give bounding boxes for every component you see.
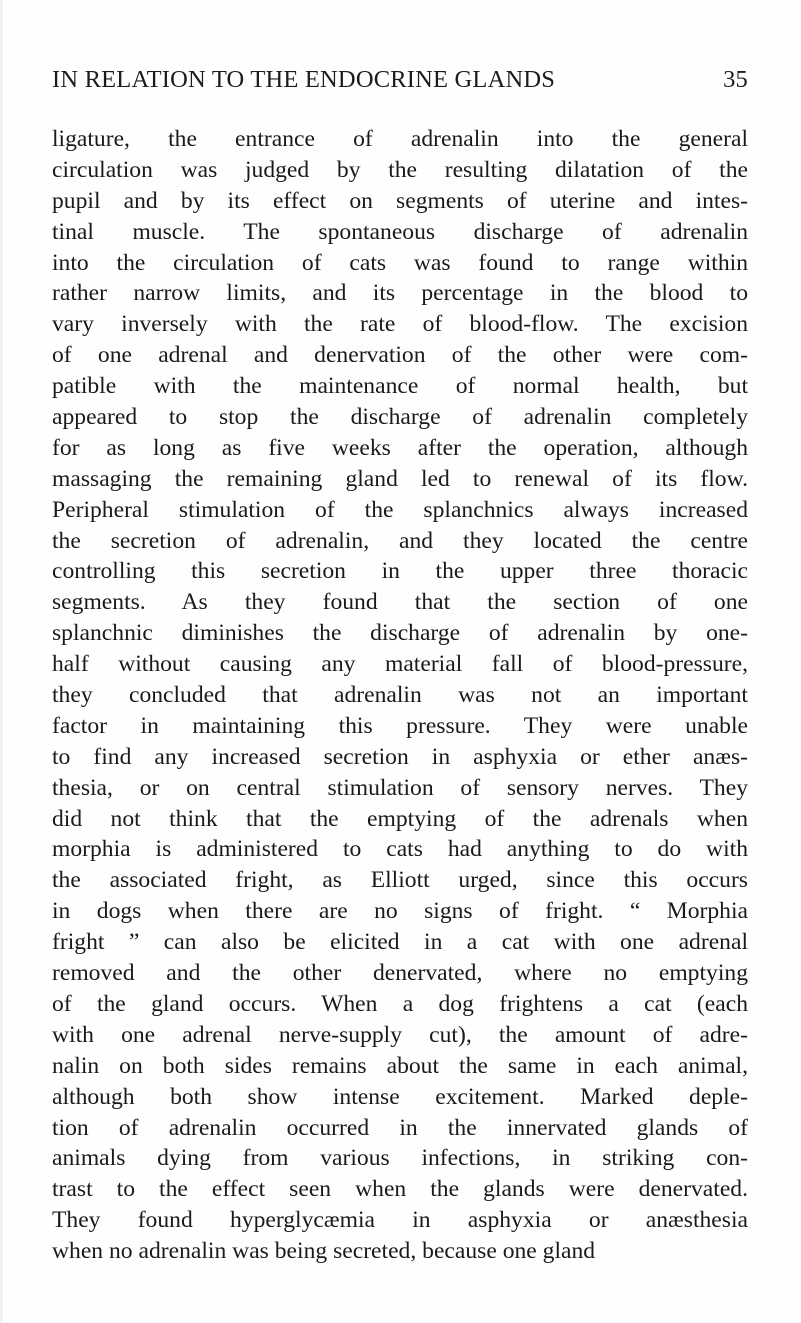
text-line: they concluded that adrenalin was not an important (52, 682, 748, 709)
page-number: 35 (723, 66, 748, 93)
text-line: massaging the remaining gland led to renewal of its flow. (52, 465, 748, 492)
text-line: with one adrenal nerve-supply cut), the amount of adre- (52, 1021, 748, 1048)
text-line: for as long as five weeks after the operation, although (52, 434, 748, 461)
text-line: thesia, or on central stimulation of sensory nerves. They (52, 774, 748, 801)
text-line: the secretion of adrenalin, and they located the centre (52, 527, 748, 554)
text-line: to find any increased secretion in asphyxia or ether anæs- (52, 743, 748, 770)
text-line: into the circulation of cats was found to range within (52, 249, 748, 276)
running-header (52, 66, 748, 100)
text-line: did not think that the emptying of the adrenals when (52, 805, 748, 832)
text-line: controlling this secretion in the upper three thoracic (52, 558, 748, 585)
text-line: in dogs when there are no signs of fright. “ Morphia (52, 898, 748, 925)
running-title: IN RELATION TO THE ENDOCRINE GLANDS (52, 66, 556, 93)
text-line: appeared to stop the discharge of adrenalin completely (52, 404, 748, 431)
text-line: half without causing any material fall of blood-pressure, (52, 651, 748, 678)
text-line: of the gland occurs. When a dog frightens a cat (each (52, 990, 748, 1017)
body-paragraph (52, 124, 748, 1267)
text-line: vary inversely with the rate of blood-flow. The excision (52, 311, 748, 338)
text-line: rather narrow limits, and its percentage in the blood to (52, 280, 748, 307)
text-line: splanchnic diminishes the discharge of adrenalin by one- (52, 620, 748, 647)
text-line: of one adrenal and denervation of the other were com- (52, 342, 748, 369)
text-line: animals dying from various infections, in striking con- (52, 1145, 748, 1172)
text-line: removed and the other denervated, where no emptying (52, 960, 748, 987)
text-line: trast to the effect seen when the glands were denervated. (52, 1176, 748, 1203)
text-line: patible with the maintenance of normal health, but (52, 373, 748, 400)
page-edge (0, 0, 3, 1323)
text-line: factor in maintaining this pressure. They were unable (52, 712, 748, 739)
text-line: when no adrenalin was being secreted, because one gland (52, 1238, 596, 1265)
text-line: tinal muscle. The spontaneous discharge of adrenalin (52, 218, 748, 245)
text-line: segments. As they found that the section of one (52, 589, 748, 616)
text-line: morphia is administered to cats had anything to do with (52, 836, 748, 863)
text-line: Peripheral stimulation of the splanchnics always increased (52, 496, 748, 523)
text-line: the associated fright, as Elliott urged, since this occurs (52, 867, 748, 894)
text-line: They found hyperglycæmia in asphyxia or anæsthesia (52, 1207, 748, 1234)
text-line: fright ” can also be elicited in a cat with one adrenal (52, 929, 748, 956)
text-line: ligature, the entrance of adrenalin into the general (52, 126, 748, 152)
text-line: nalin on both sides remains about the same in each animal, (52, 1052, 748, 1079)
text-line: circulation was judged by the resulting dilatation of the (52, 156, 748, 183)
text-line: although both show intense excitement. Marked deple- (52, 1083, 748, 1110)
text-line: tion of adrenalin occurred in the innervated glands of (52, 1114, 748, 1141)
text-line: pupil and by its effect on segments of uterine and intes- (52, 187, 748, 214)
